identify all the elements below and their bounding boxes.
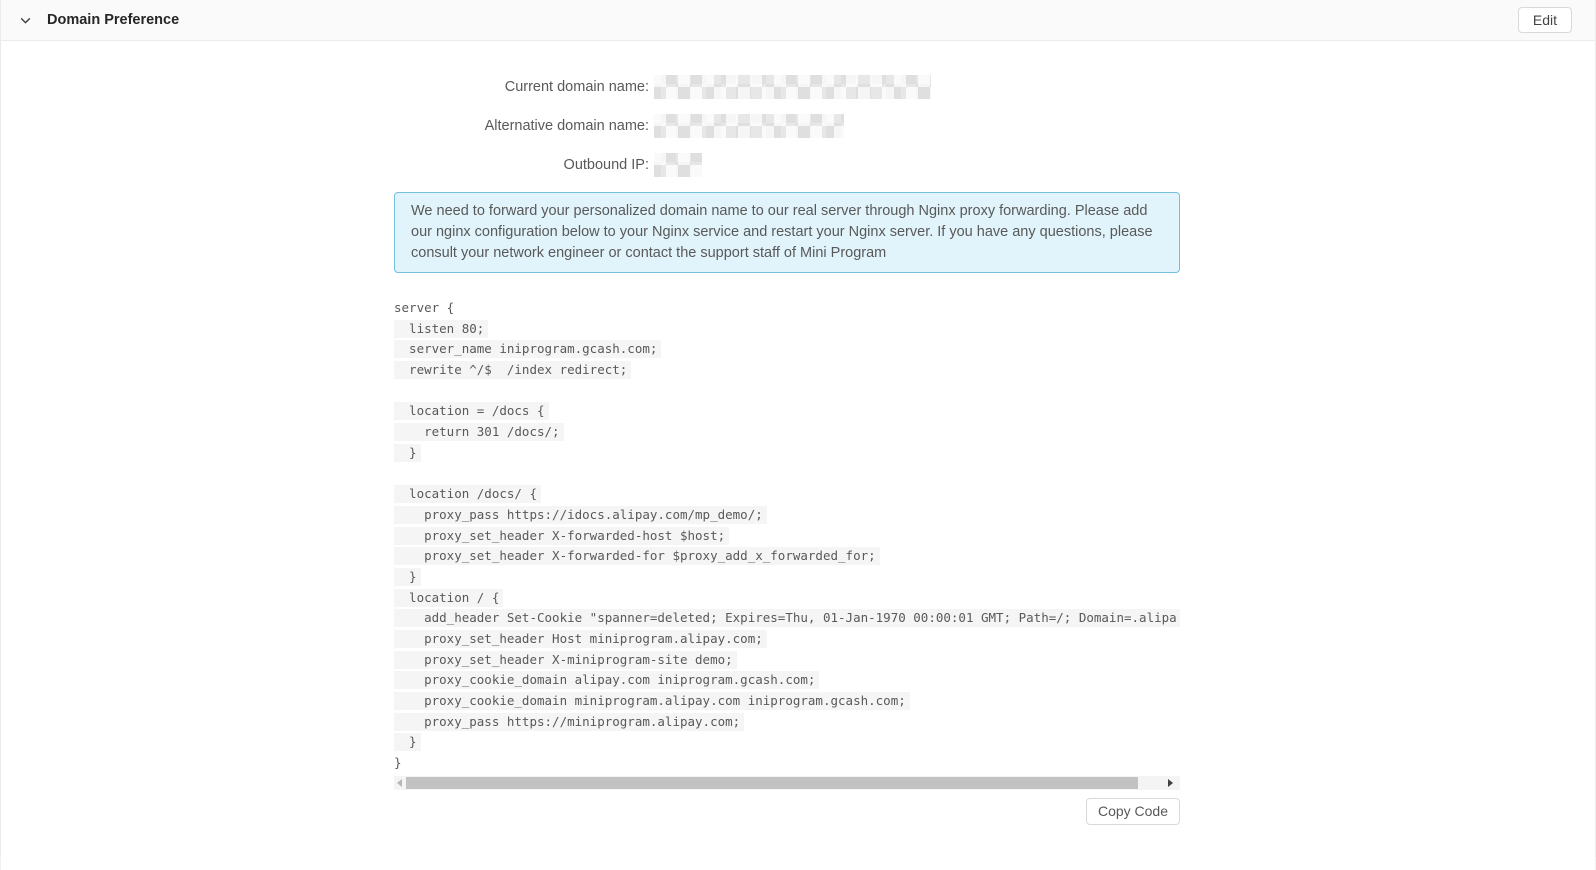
code-line: proxy_set_header X-miniprogram-site demo; xyxy=(394,650,1180,671)
code-line: proxy_cookie_domain miniprogram.alipay.com iniprogram.gcash.com; xyxy=(394,691,1180,712)
form-row-current-domain xyxy=(394,75,1180,99)
panel-body xyxy=(1,41,1595,870)
outbound-ip-label: Outbound IP: xyxy=(563,157,649,173)
panel-header xyxy=(1,0,1595,41)
current-domain-label: Current domain name: xyxy=(504,79,649,95)
current-domain-value-redacted xyxy=(654,75,931,99)
code-line: proxy_set_header X-forwarded-host $host; xyxy=(394,526,1180,547)
code-line: proxy_pass https://miniprogram.alipay.com; xyxy=(394,712,1180,733)
chevron-down-icon[interactable] xyxy=(19,14,32,27)
code-line: } xyxy=(394,732,1180,753)
code-line: } xyxy=(394,443,1180,464)
notice-text: We need to forward your personalized domain name to our real server through Nginx proxy forwarding. Please add our nginx configuration below to your Nginx service and restart your Nginx server. If you have any questions, please consult your network engineer or contact the support staff of Mini Program xyxy=(411,203,1153,261)
copy-code-row xyxy=(394,798,1180,870)
panel-title: Domain Preference xyxy=(47,12,180,28)
outbound-ip-value-redacted xyxy=(654,153,702,177)
code-line: return 301 /docs/; xyxy=(394,422,1180,443)
nginx-forwarding-notice xyxy=(394,192,1180,273)
form-row-alternative-domain xyxy=(394,114,1180,138)
panel-content xyxy=(394,41,1180,870)
code-line: proxy_pass https://idocs.alipay.com/mp_demo/; xyxy=(394,505,1180,526)
code-line: proxy_set_header Host miniprogram.alipay.com; xyxy=(394,629,1180,650)
code-line: rewrite ^/$ /index redirect; xyxy=(394,360,1180,381)
form-row-outbound-ip xyxy=(394,153,1180,177)
code-line: } xyxy=(394,567,1180,588)
nginx-config-code xyxy=(394,298,1180,774)
code-line xyxy=(394,381,1180,402)
code-line: } xyxy=(394,755,402,771)
edit-button[interactable]: Edit xyxy=(1518,7,1572,33)
code-line: location /docs/ { xyxy=(394,484,1180,505)
scrollbar-thumb[interactable] xyxy=(406,777,1138,789)
code-line: location / { xyxy=(394,588,1180,609)
code-line: server { xyxy=(394,300,455,315)
code-line: server_name iniprogram.gcash.com; xyxy=(394,339,1180,360)
code-line: listen 80; xyxy=(394,319,1180,340)
code-line: add_header Set-Cookie "spanner=deleted; Expires=Thu, 01-Jan-1970 00:00:01 GMT; Path=/; Domain=.alipa xyxy=(394,608,1180,629)
alternative-domain-value-redacted xyxy=(654,114,844,138)
scroll-right-arrow-icon[interactable] xyxy=(1168,779,1173,787)
code-line: proxy_cookie_domain alipay.com iniprogram.gcash.com; xyxy=(394,670,1180,691)
code-line: location = /docs { xyxy=(394,401,1180,422)
horizontal-scrollbar[interactable] xyxy=(394,776,1180,790)
alternative-domain-label: Alternative domain name: xyxy=(484,118,649,134)
scroll-left-arrow-icon[interactable] xyxy=(397,779,402,787)
copy-code-button[interactable]: Copy Code xyxy=(1086,798,1180,825)
code-line xyxy=(394,464,1180,485)
code-line: proxy_set_header X-forwarded-for $proxy_add_x_forwarded_for; xyxy=(394,546,1180,567)
